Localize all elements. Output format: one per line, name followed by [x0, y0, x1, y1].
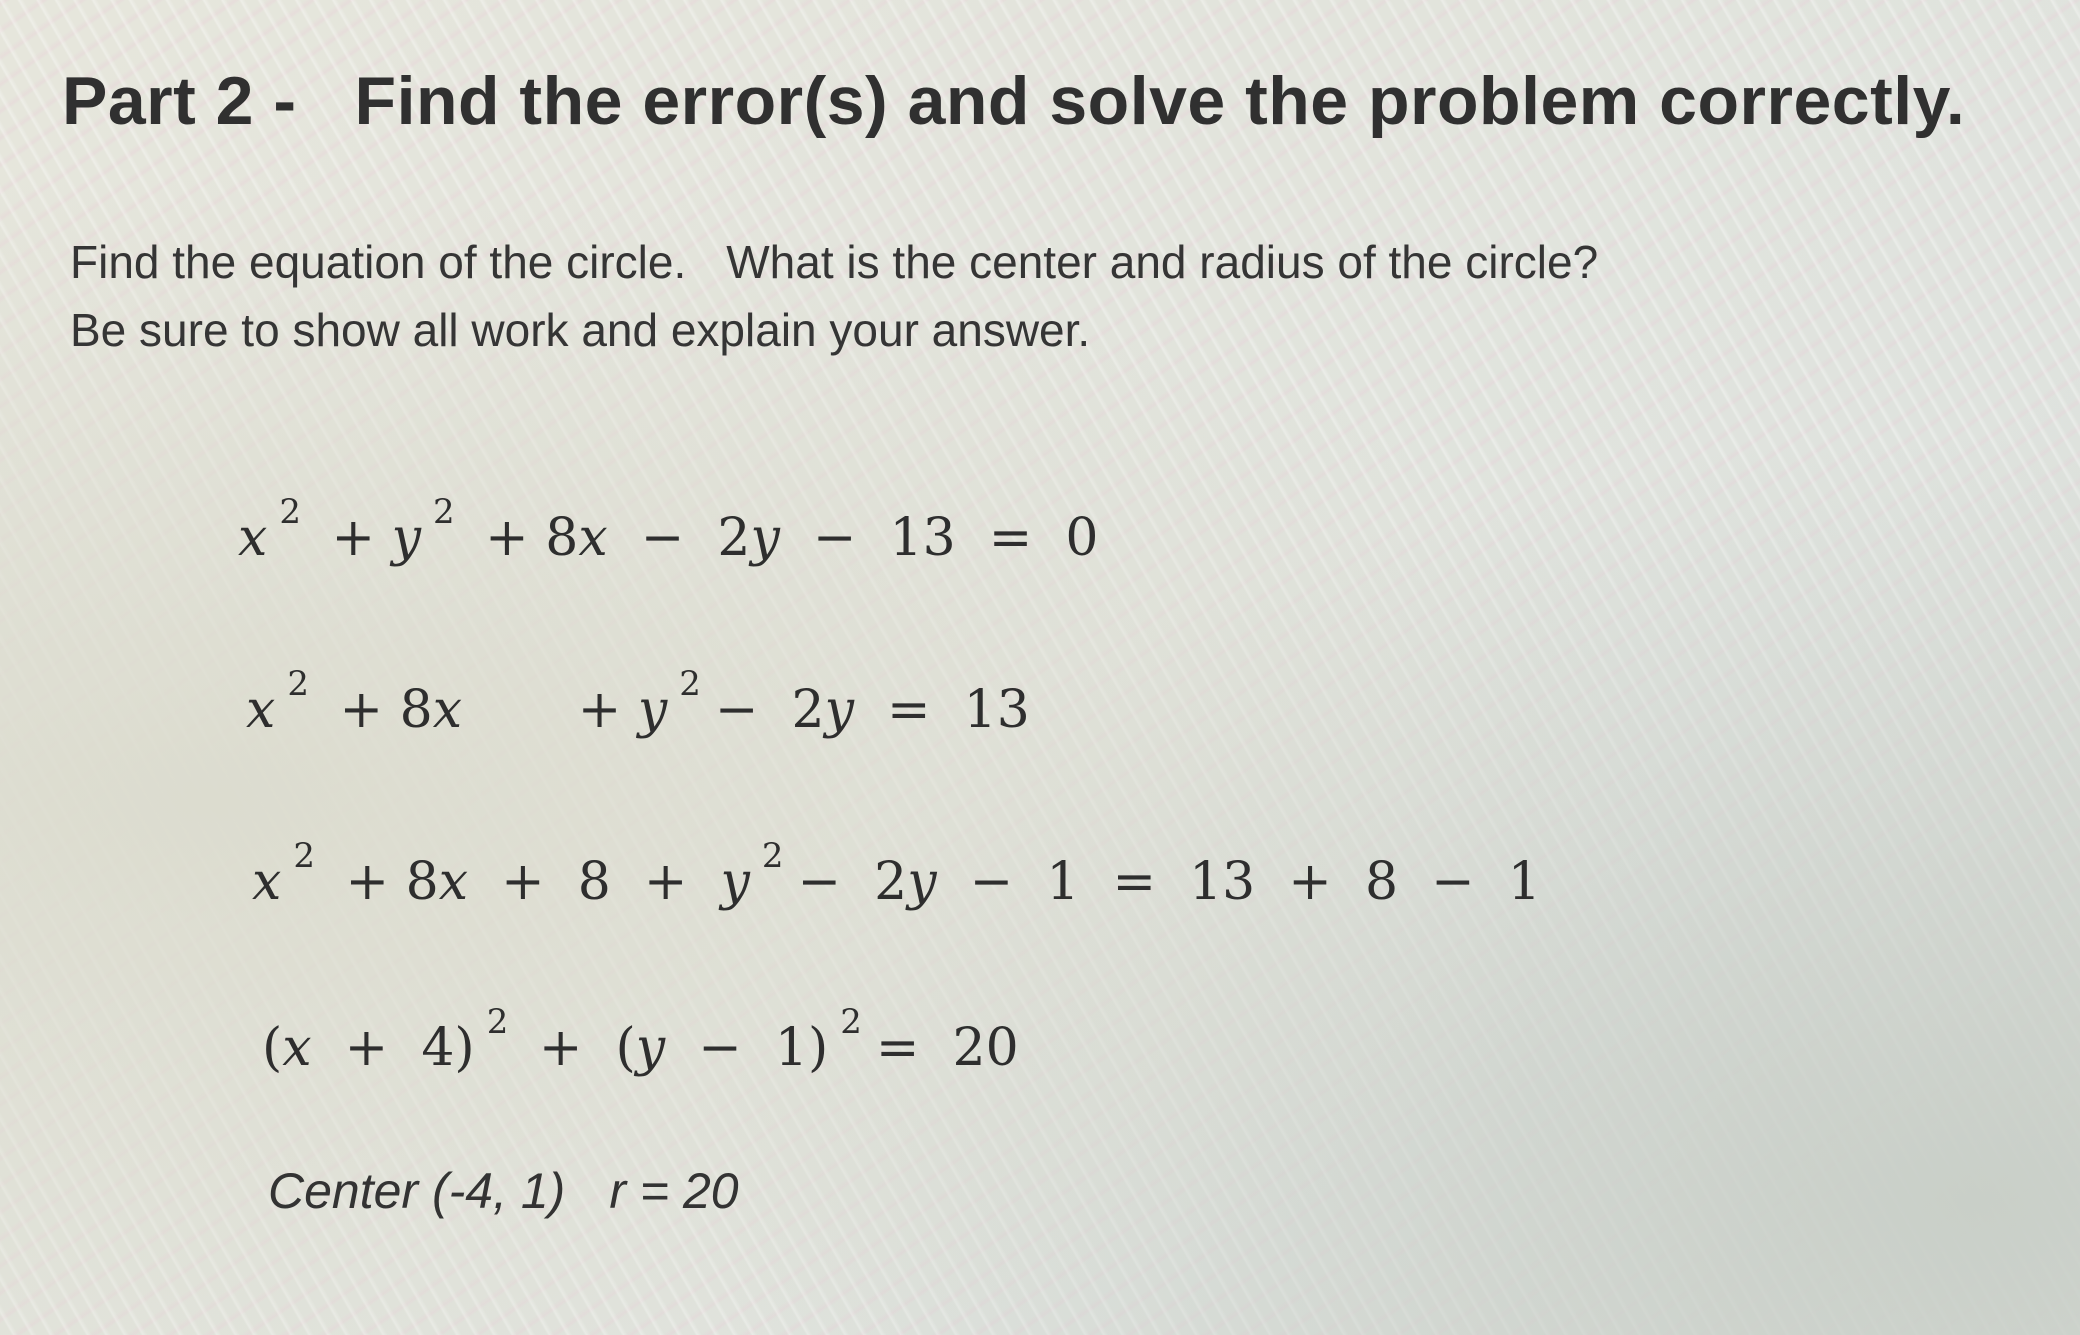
instruction-line-1: [70, 228, 1598, 296]
work-step-1: x $^2$ + y $^2$ + 8x − 2y − 13 = 0: [238, 492, 1099, 568]
part-label: Part 2 -: [62, 63, 297, 139]
answer-radius: r = 20: [609, 1163, 739, 1219]
final-answer: [268, 1162, 739, 1220]
instruction-line-2: Be sure to show all work and explain your answer.: [70, 304, 1091, 356]
instruction-equation: Find the equation of the circle.: [70, 236, 687, 288]
part-title: [62, 62, 1965, 140]
work-step-3: x $^2$ + 8x + 8 + y $^2$ − 2y − 1 = 13 + 8 − 1: [252, 836, 1541, 912]
answer-center: Center (-4, 1): [268, 1163, 566, 1219]
work-step-2: x $^2$ + 8x + y $^2$ − 2y = 13: [246, 664, 1030, 740]
instruction-center-radius: What is the center and radius of the circle?: [726, 236, 1599, 288]
work-step-4: (x + 4) $^2$ + (y − 1) $^2$ = 20: [262, 1002, 1019, 1078]
instructions: [70, 228, 1598, 364]
task-heading: Find the error(s) and solve the problem correctly.: [354, 63, 1966, 139]
